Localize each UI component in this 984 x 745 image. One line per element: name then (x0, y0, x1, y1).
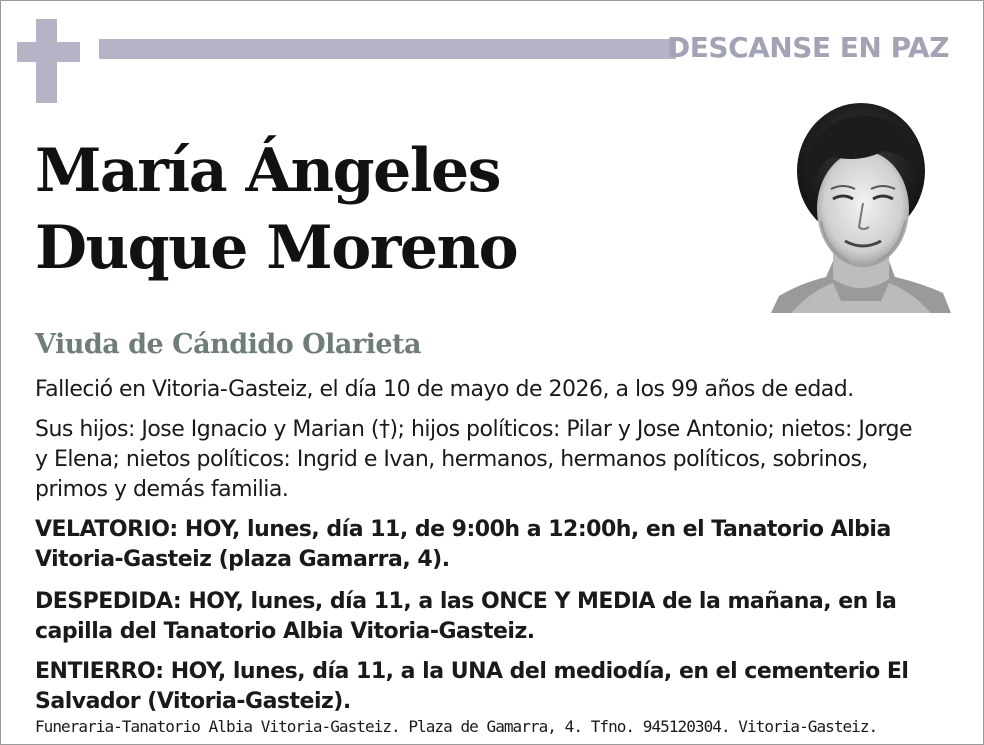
portrait-photo (771, 101, 951, 313)
deceased-name-line2: Duque Moreno (35, 213, 518, 283)
deceased-name-line1: María Ángeles (35, 136, 501, 206)
despedida-info: DESPEDIDA: HOY, lunes, día 11, a las ONCE Y MEDIA de la mañana, en la capilla del Tanatorio Albia Vitoria-Gasteiz. (35, 589, 897, 644)
header-divider-bar (99, 39, 676, 59)
entierro-info: ENTIERRO: HOY, lunes, día 11, a la UNA del mediodía, en el cementerio El Salvador (Vitoria-Gasteiz). (35, 659, 909, 714)
cross-icon-horizontal (17, 42, 80, 62)
header-label: DESCANSE EN PAZ (667, 31, 949, 64)
family-members: Sus hijos: Jose Ignacio y Marian (†); hijos políticos: Pilar y Jose Antonio; nietos: Jorge y Elena; nietos políticos: Ingrid e Ivan, hermanos, hermanos políticos, sobrinos, primos y demás familia. (35, 417, 912, 502)
widow-of-subtitle: Viuda de Cándido Olarieta (35, 329, 422, 360)
velatorio-info: VELATORIO: HOY, lunes, día 11, de 9:00h a 12:00h, en el Tanatorio Albia Vitoria-Gasteiz (plaza Gamarra, 4). (35, 517, 891, 572)
death-info: Falleció en Vitoria-Gasteiz, el día 10 de mayo de 2026, a los 99 años de edad. (35, 377, 854, 402)
deceased-name (35, 133, 517, 287)
funeral-home-footer: Funeraria-Tanatorio Albia Vitoria-Gasteiz. Plaza de Gamarra, 4. Tfno. 945120304. Vitoria-Gasteiz. (35, 717, 878, 736)
